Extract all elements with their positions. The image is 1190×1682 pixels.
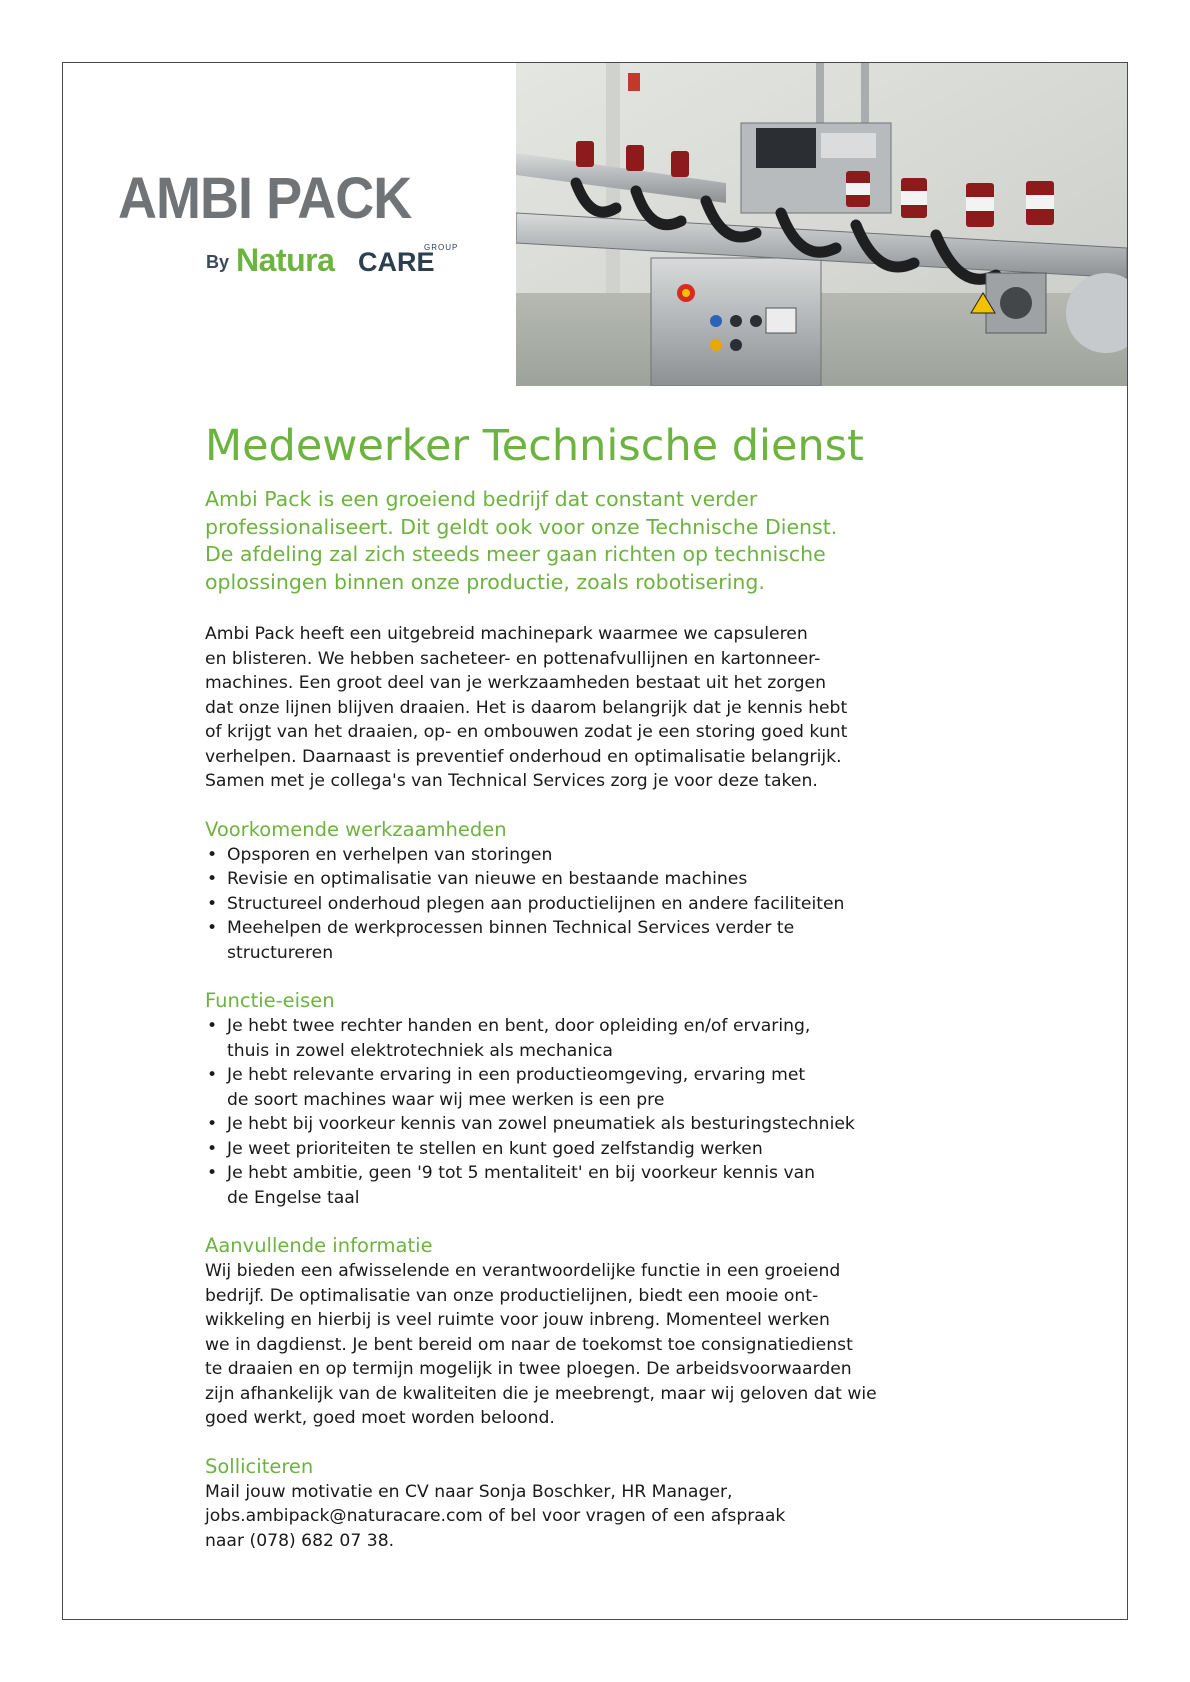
intro-line: professionaliseert. Dit geldt ook voor onze Technische Dienst. — [205, 514, 838, 539]
list-item-text: • Je weet prioriteiten te stellen en kunt goed zelfstandig werken — [227, 1138, 763, 1159]
list-item — [205, 843, 1055, 868]
logo-by: By — [206, 252, 230, 272]
body-line: of krijgt van het draaien, op- en ombouwen zodat je een storing goed kunt — [205, 722, 848, 742]
body-line: dat onze lijnen blijven draaien. Het is daarom belangrijk dat je kennis hebt — [205, 697, 848, 718]
functie-eisen-heading: Functie-eisen — [205, 989, 335, 1012]
aanvullend-line: goed werkt, goed moet worden beloond. — [205, 1408, 555, 1428]
body-line: Ambi Pack heeft een uitgebreid machinepark waarmee we capsuleren — [205, 624, 808, 644]
list-item — [205, 1112, 1055, 1137]
job-posting-content — [205, 420, 1055, 1553]
logo-wordmark: AMBI PACK — [118, 166, 412, 231]
list-item — [205, 916, 1055, 965]
aanvullend-line: bedrijf. De optimalisatie van onze productielijnen, biedt een mooie ont- — [205, 1285, 819, 1306]
list-item — [205, 1063, 1055, 1112]
list-item-text: • Meehelpen de werkprocessen binnen Technical Services verder te — [227, 918, 795, 938]
body-line: Samen met je collega's van Technical Services zorg je voor deze taken. — [205, 771, 818, 791]
solliciteren-paragraph — [205, 1480, 1055, 1554]
intro-line: oplossingen binnen onze productie, zoals robotisering. — [205, 569, 765, 594]
list-item-text: de soort machines waar wij mee werken is een pre — [227, 1089, 665, 1110]
list-item-text: • Opsporen en verhelpen van storingen — [227, 844, 553, 865]
logo-care: CARE — [358, 247, 435, 277]
body-line: en blisteren. We hebben sacheteer- en pottenafvullijnen en kartonneer- — [205, 648, 821, 669]
body-line: verhelpen. Daarnaast is preventief onderhoud en optimalisatie belangrijk. — [205, 746, 842, 767]
list-item-text: de Engelse taal — [227, 1187, 360, 1208]
aanvullend-line: zijn afhankelijk van de kwaliteiten die je meebrengt, maar wij geloven dat wie — [205, 1383, 877, 1404]
solliciteren-line: Mail jouw motivatie en CV naar Sonja Boschker, HR Manager, — [205, 1481, 733, 1502]
list-item — [205, 867, 1055, 892]
list-item-text: • Revisie en optimalisatie van nieuwe en bestaande machines — [227, 869, 748, 889]
intro-line: De afdeling zal zich steeds meer gaan richten op technische — [205, 542, 826, 566]
list-item-text: • Je hebt relevante ervaring in een productieomgeving, ervaring met — [227, 1065, 806, 1085]
werkzaamheden-heading: Voorkomende werkzaamheden — [205, 817, 507, 841]
list-item-text: thuis in zowel elektrotechniek als mechanica — [227, 1040, 613, 1061]
aanvullend-line: te draaien en op termijn mogelijk in twee ploegen. De arbeidsvoorwaarden — [205, 1359, 852, 1379]
aanvullend-line: we in dagdienst. Je bent bereid om naar de toekomst toe consignatiedienst — [205, 1334, 853, 1355]
production-line-photo — [516, 63, 1127, 386]
solliciteren-heading: Solliciteren — [205, 1454, 314, 1478]
intro-paragraph — [205, 486, 1055, 596]
aanvullend-line: wikkeling en hierbij is veel ruimte voor jouw inbreng. Momenteel werken — [205, 1310, 830, 1330]
list-item-text: • Je hebt ambitie, geen '9 tot 5 mentaliteit' en bij voorkeur kennis van — [227, 1163, 816, 1183]
aanvullend-paragraph — [205, 1259, 1055, 1431]
aanvullend-line: Wij bieden een afwisselende en verantwoordelijke functie in een groeiend — [205, 1261, 841, 1281]
intro-line: Ambi Pack is een groeiend bedrijf dat constant verder — [205, 487, 758, 511]
list-item — [205, 892, 1055, 917]
list-item-text: • Structureel onderhoud plegen aan productielijnen en andere faciliteiten — [227, 893, 845, 914]
page-title: Medewerker Technische dienst — [205, 421, 864, 471]
production-line-illustration — [516, 63, 1127, 386]
functie-eisen-list — [205, 1014, 1055, 1210]
list-item — [205, 1161, 1055, 1210]
list-item-text: • Je hebt bij voorkeur kennis van zowel pneumatiek als besturingstechniek — [227, 1114, 855, 1134]
body-paragraph — [205, 622, 1055, 794]
body-line: machines. Een groot deel van je werkzaamheden bestaat uit het zorgen — [205, 673, 826, 693]
aanvullend-heading: Aanvullende informatie — [205, 1234, 433, 1257]
werkzaamheden-list — [205, 843, 1055, 966]
ambi-pack-logo — [118, 166, 463, 290]
contact-phone[interactable]: naar (078) 682 07 38. — [205, 1530, 395, 1551]
list-item-text: • Je hebt twee rechter handen en bent, door opleiding en/of ervaring, — [227, 1016, 811, 1036]
contact-email[interactable]: jobs.ambipack@naturacare.com of bel voor vragen of een afspraak — [205, 1506, 786, 1526]
list-item — [205, 1137, 1055, 1162]
logo-group: GROUP — [424, 243, 459, 252]
list-item-text: structureren — [227, 942, 334, 963]
logo-natura: Natura — [236, 242, 335, 278]
list-item — [205, 1014, 1055, 1063]
